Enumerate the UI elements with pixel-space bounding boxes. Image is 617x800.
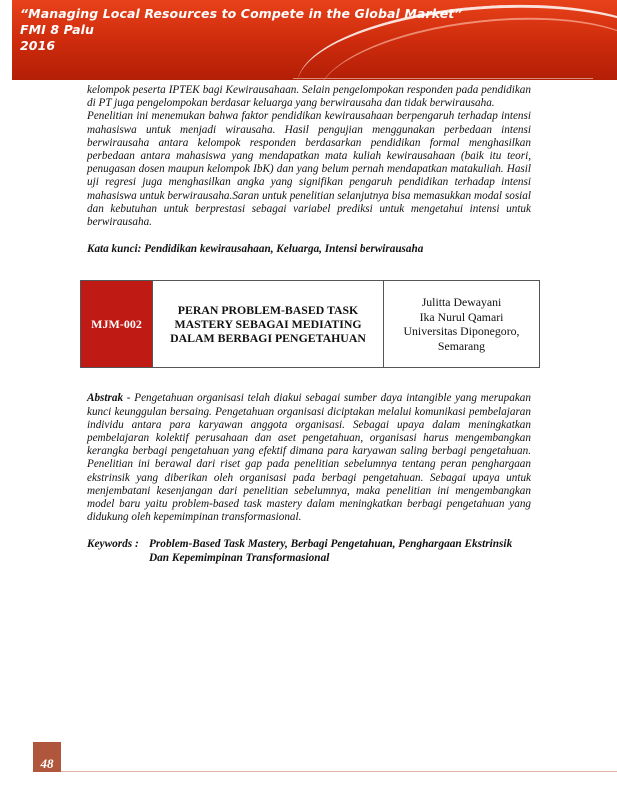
author-name: Ika Nurul Qamari xyxy=(419,309,504,324)
header-banner xyxy=(12,0,617,80)
paper-title-cell xyxy=(153,281,384,368)
abstract-text: - Pengetahuan organisasi telah diakui sebagai sumber daya intangible yang merupakan kunci keunggulan bersaing. Pengetahuan organisasi diciptakan melalui komunikasi pembelajaran individu antara para karyawan anggota organisasi. Sebagai upaya dalam meningkatkan pembelajaran kolektif perusahaan dan aset pengetahuan, organisasi harus mengembangkan kerangka berbagi pengetahuan yang efektif dimana para karyawan saling berbagi pengetahuan. Penelitian ini berawal dari riset gap pada penelitian sebelumnya tentang peran penghargaan ekstrinsik yang diberikan oleh organisasi pada berbagi pengetahuan. Sebagai upaya untuk menjembatani kesenjangan dari penelitian sebelumnya, maka penelitian ini mengembangkan model baru yaitu problem-based task mastery dalam meningkatkan berbagi pengetahuan yang didukung oleh kepemimpinan transformasional. xyxy=(87,392,531,524)
abstract-label: Abstrak xyxy=(87,392,124,405)
abstract-keywords xyxy=(87,538,531,565)
paper-authors-cell xyxy=(384,281,540,368)
paper-code-cell xyxy=(81,281,153,368)
page-content xyxy=(87,84,531,565)
page-number: 48 xyxy=(40,756,54,771)
keywords-text: Problem-Based Task Mastery, Berbagi Pengetahuan, Penghargaan Ekstrinsik Dan Kepemimpinan Transformasional xyxy=(149,538,513,564)
header-divider xyxy=(293,78,593,79)
author-name: Julitta Dewayani xyxy=(421,295,502,310)
paper-entry-table xyxy=(80,280,540,368)
footer-divider xyxy=(61,771,617,772)
previous-abstract-paragraph: kelompok peserta IPTEK bagi Kewirausahaan. Selain pengelompokan responden pada pendidikan di PT juga pengelompokan berdasar keluarga yang berwirausaha dan tidak berwirausaha. xyxy=(87,84,531,110)
keywords-label: Keywords : xyxy=(87,538,139,551)
paper-code: MJM-002 xyxy=(91,316,142,331)
previous-abstract-paragraph: Penelitian ini menemukan bahwa faktor pendidikan kewirausahaan berpengaruh terhadap intensi mahasiswa untuk menjadi wirausaha. Hasil pengujian menggunakan perbedaan intensi berwirausaha antara kelompok responden berdasarkan pendidikan formal menghasilkan perbedaan antara mahasiswa yang mendapatkan mata kuliah kewirausahaan (baik itu teori, penugasan dosen maupun kelompok IbK) dan yang belum pernah mendapatkan matakuliah. Hasil uji regresi juga menghasilkan angka yang signifikan pengaruh pendidikan terhadap intensi mahasiswa untuk berwirausaha.Saran untuk penelitian selanjutnya bisa memasukkan modal sosial dan kebutuhan untuk berprestasi sebagai variabel prediksi untuk mengetahui intensi untuk berwirausaha. xyxy=(87,110,531,229)
abstract-paragraph xyxy=(87,392,531,524)
author-city: Semarang xyxy=(437,338,486,353)
paper-title: PERAN PROBLEM-BASED TASK MASTERY SEBAGAI MEDIATING DALAM BERBAGI PENGETAHUAN xyxy=(170,303,366,346)
author-affiliation: Universitas Diponegoro, xyxy=(403,324,520,339)
conference-title: “Managing Local Resources to Compete in the Global Market” FMI 8 Palu 2016 xyxy=(20,6,463,53)
previous-keywords: Kata kunci: Pendidikan kewirausahaan, Keluarga, Intensi berwirausaha xyxy=(87,243,424,256)
